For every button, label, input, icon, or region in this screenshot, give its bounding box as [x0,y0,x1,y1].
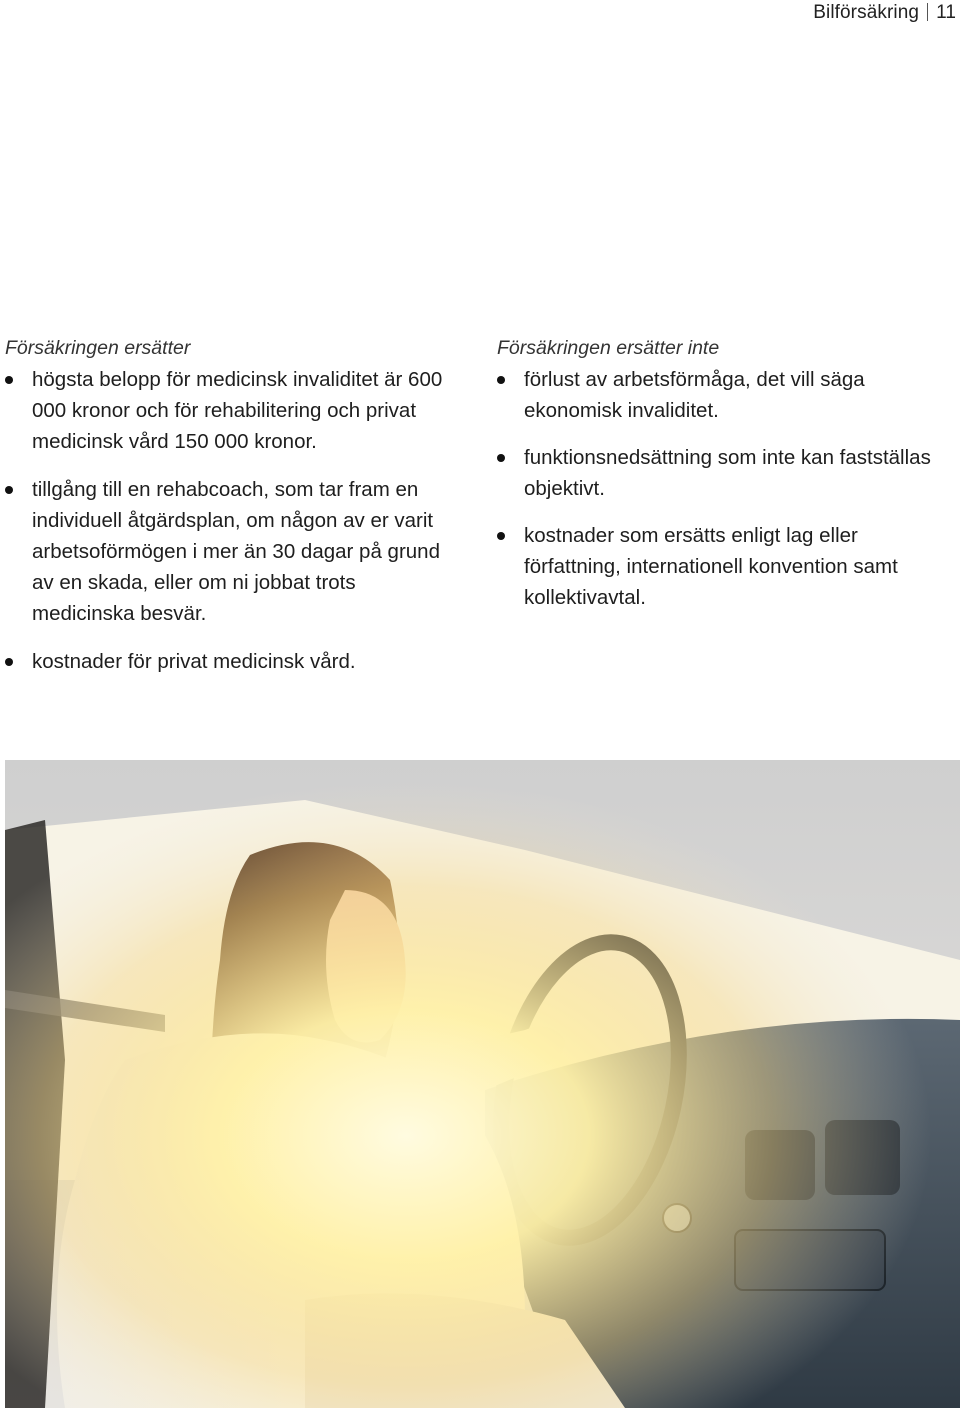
not-covered-heading: Försäkringen ersätter inte [497,337,720,359]
header-divider [927,3,928,21]
list-item [497,520,957,613]
covered-heading: Försäkringen ersätter [5,337,191,359]
sun-flare [5,760,960,1408]
bullet-icon [497,376,505,384]
woman-driving-photo [5,760,960,1408]
covered-list [5,364,460,677]
page-number: 11 [936,2,956,23]
bullet-icon [497,454,505,462]
bullet-icon [5,658,13,666]
photo-illustration [5,760,960,1408]
bullet-icon [5,486,13,494]
list-item-text: funktionsnedsättning som inte kan fastställas objektivt. [524,446,931,500]
list-item [497,364,957,426]
list-item-text: kostnader för privat medicinsk vård. [32,650,356,673]
header-title: Bilförsäkring [813,2,920,23]
list-item [497,442,957,504]
bullet-icon [5,376,13,384]
not-covered-list [497,364,957,613]
covered-section [5,334,460,694]
list-item-text: högsta belopp för medicinsk invaliditet är 600 000 kronor och för rehabilitering och privat medicinsk vård 150 000 kronor. [32,368,443,453]
list-item [5,646,460,677]
running-header [813,0,956,26]
list-item-text: kostnader som ersätts enligt lag eller författning, internationell konvention samt kollektivavtal. [524,524,898,609]
list-item-text: tillgång till en rehabcoach, som tar fram en individuell åtgärdsplan, om någon av er varit arbetsoförmögen i mer än 30 dagar på grund av en skada, eller om ni jobbat trots medicinska besvär. [32,478,440,625]
list-item-text: förlust av arbetsförmåga, det vill säga ekonomisk invaliditet. [524,368,865,422]
not-covered-section [497,334,957,629]
list-item [5,364,460,457]
list-item [5,474,460,629]
bullet-icon [497,532,505,540]
